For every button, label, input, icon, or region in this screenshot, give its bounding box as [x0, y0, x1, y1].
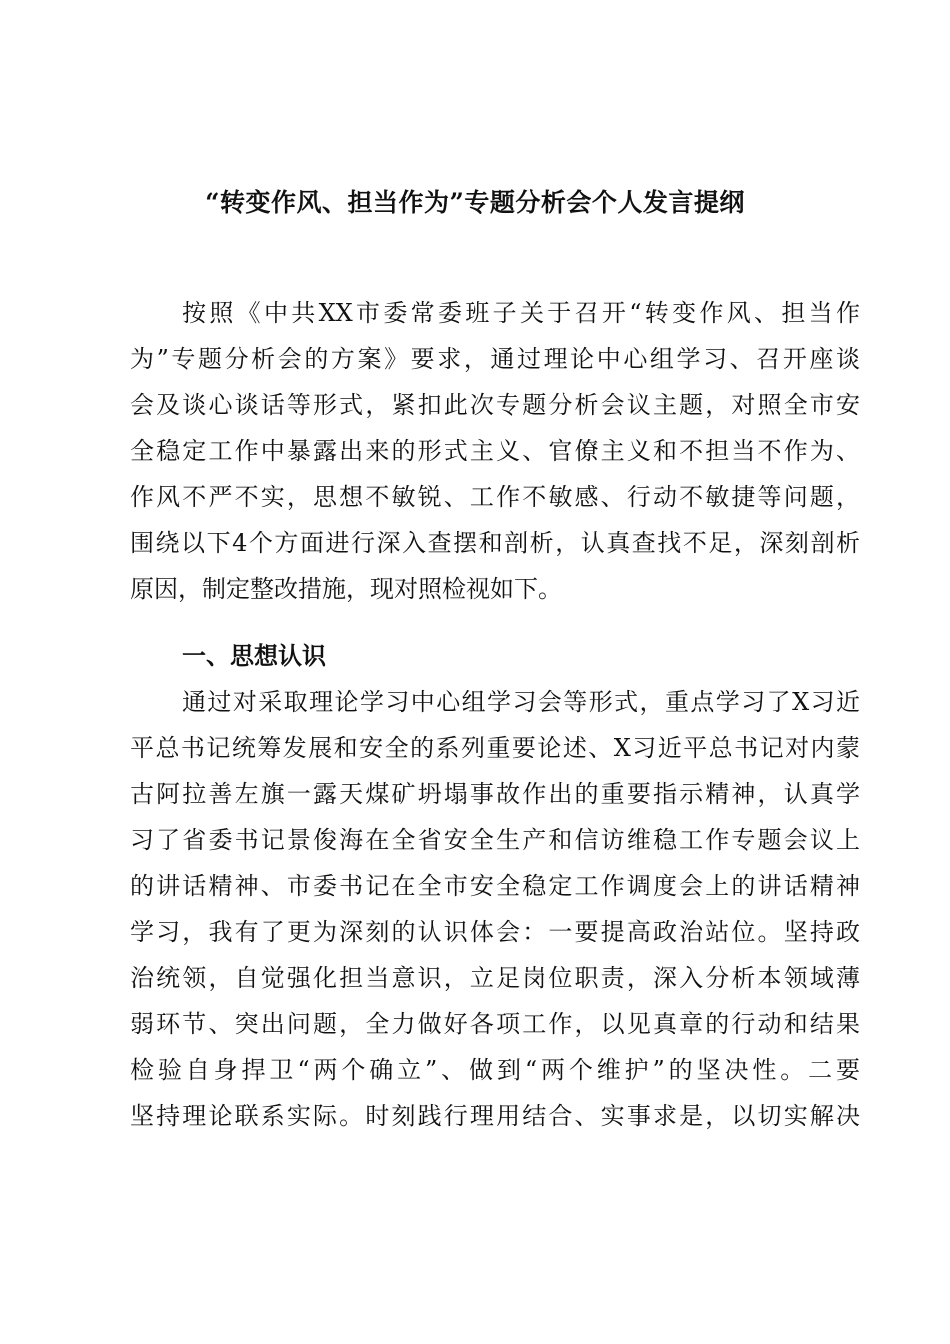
- intro-paragraph: [130, 290, 860, 612]
- intro-line: 全稳定工作中暴露出来的形式主义、官僚主义和不担当不作为、: [130, 437, 860, 465]
- section-line: 通过对采取理论学习中心组学习会等形式，重点学习了X习近: [182, 688, 860, 716]
- section-line: 弱环节、突出问题，全力做好各项工作，以见真章的行动和结果: [130, 1010, 860, 1038]
- section-paragraph: [130, 679, 860, 1139]
- section-line: 古阿拉善左旗一露天煤矿坍塌事故作出的重要指示精神，认真学: [130, 780, 860, 808]
- intro-line: 围绕以下4个方面进行深入查摆和剖析，认真查找不足，深刻剖析: [130, 529, 860, 557]
- section-line: 坚持理论联系实际。时刻践行理用结合、实事求是，以切实解决: [130, 1102, 860, 1130]
- section-line: 治统领，自觉强化担当意识，立足岗位职责，深入分析本领域薄: [130, 964, 860, 992]
- intro-line: 会及谈心谈话等形式，紧扣此次专题分析会议主题，对照全市安: [130, 391, 860, 419]
- section-line: 平总书记统筹发展和安全的系列重要论述、X习近平总书记对内蒙: [130, 734, 860, 762]
- intro-line: 按照《中共XX市委常委班子关于召开“转变作风、担当作: [182, 299, 860, 327]
- section-line: 检验自身捍卫“两个确立”、做到“两个维护”的坚决性。二要: [130, 1056, 860, 1084]
- section-line: 学习，我有了更为深刻的认识体会：一要提高政治站位。坚持政: [130, 918, 860, 946]
- intro-line: 原因，制定整改措施，现对照检视如下。: [130, 575, 562, 603]
- section-line: 习了省委书记景俊海在全省安全生产和信访维稳工作专题会议上: [130, 826, 860, 854]
- document-title: “转变作风、担当作为”专题分析会个人发言提纲: [205, 188, 745, 217]
- section-heading: 一、思想认识: [182, 641, 326, 670]
- intro-line: 为”专题分析会的方案》要求，通过理论中心组学习、召开座谈: [130, 345, 860, 373]
- section-line: 的讲话精神、市委书记在全市安全稳定工作调度会上的讲话精神: [130, 872, 860, 900]
- intro-line: 作风不严不实，思想不敏锐、工作不敏感、行动不敏捷等问题，: [130, 483, 860, 511]
